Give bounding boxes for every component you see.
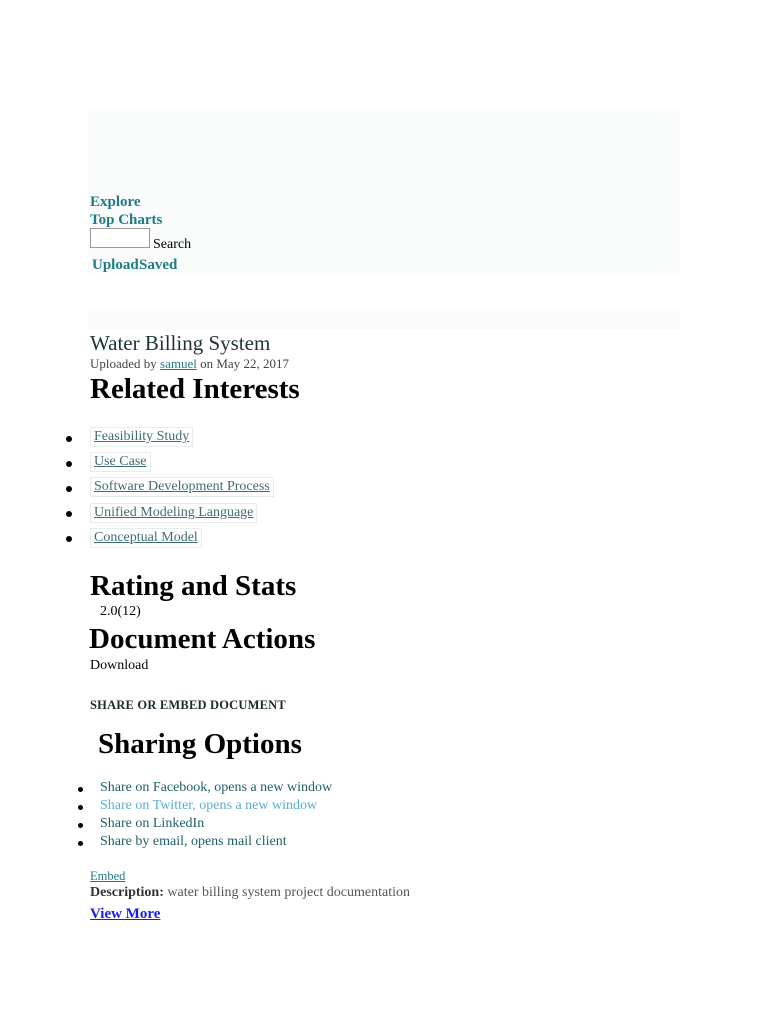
sub-header-bar [88,311,680,330]
description [90,885,410,901]
share-email-link[interactable]: Share by email, opens mail client [100,834,287,849]
share-linkedin-link[interactable]: Share on LinkedIn [100,816,205,831]
list-bullet [78,823,83,828]
list-bullet [78,841,83,846]
nav-upload-link[interactable]: Upload [92,257,139,273]
document-actions-heading: Document Actions [89,623,316,655]
embed-link[interactable]: Embed [90,869,126,883]
related-tag-use-case[interactable]: Use Case [90,452,151,472]
nav-top-charts-link[interactable]: Top Charts [90,212,163,228]
related-interests-heading: Related Interests [90,373,300,405]
related-tag-conceptual-model[interactable]: Conceptual Model [90,528,202,548]
list-bullet [66,436,72,442]
search-input[interactable] [90,228,150,248]
download-button[interactable]: Download [90,658,149,673]
nav-saved-link[interactable]: Saved [139,257,178,273]
description-text: water billing system project documentation [167,885,410,900]
related-tag-unified-modeling-language[interactable]: Unified Modeling Language [90,503,257,523]
description-label: Description: [90,885,164,900]
view-more-link[interactable]: View More [90,906,161,922]
rating-heading: Rating and Stats [90,570,297,602]
share-embed-button[interactable]: SHARE OR EMBED DOCUMENT [90,698,286,712]
upload-date: on May 22, 2017 [200,356,289,371]
share-twitter-link[interactable]: Share on Twitter, opens a new window [100,798,318,813]
nav-explore-link[interactable]: Explore [90,194,141,210]
list-bullet [66,536,72,542]
related-tag-software-development-process[interactable]: Software Development Process [90,477,274,497]
sharing-options-heading: Sharing Options [98,728,302,760]
uploader-link[interactable]: samuel [160,356,197,371]
list-bullet [66,461,72,467]
document-title: Water Billing System [90,331,271,355]
list-bullet [78,805,83,810]
share-facebook-link[interactable]: Share on Facebook, opens a new window [100,780,333,795]
rating-value: 2.0(12) [100,604,141,619]
related-tag-feasibility-study[interactable]: Feasibility Study [90,427,193,447]
list-bullet [66,486,72,492]
search-button[interactable]: Search [153,237,192,252]
upload-info [90,356,289,372]
list-bullet [78,787,83,792]
uploaded-prefix: Uploaded by [90,356,157,371]
list-bullet [66,511,72,517]
